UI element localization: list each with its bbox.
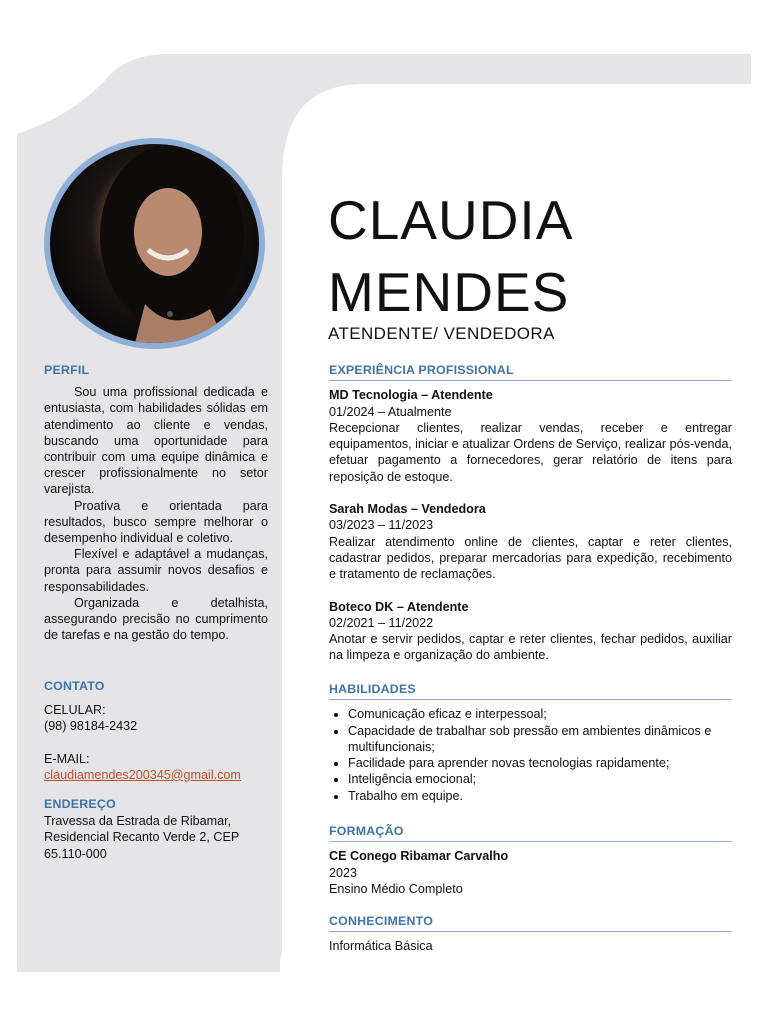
job-entry (329, 501, 732, 582)
job-period: 03/2023 – 11/2023 (329, 518, 434, 533)
address-line: Travessa da Estrada de Ribamar, (44, 814, 232, 829)
education-section (329, 823, 732, 897)
job-period: 01/2024 – Atualmente (329, 404, 452, 419)
skill-item: • Inteligência emocional; (348, 771, 732, 787)
skill-item: • Trabalho em equipe. (348, 788, 732, 804)
knowledge-section (329, 913, 732, 955)
skills-list (329, 706, 732, 804)
job-description: Anotar e servir pedidos, captar e reter clientes, fechar pedidos, auxiliar na limpeza e organização do ambiente. (329, 632, 732, 663)
profile-paragraph: Proativa e orientada para resultados, busco sempre melhorar o desempenho individual e coletivo. (44, 498, 268, 546)
profile-paragraph: Flexível e adaptável a mudanças, pronta para assumir novos desafios e responsabilidades. (44, 547, 268, 594)
job-description: Realizar atendimento online de clientes, captar e reter clientes, cadastrar pedidos, preparar mercadorias para expedição, recebimento e tratamento de reclamações. (329, 534, 732, 582)
graduation-year: 2023 (329, 865, 358, 880)
job-description: Recepcionar clientes, realizar vendas, receber e entregar equipamentos, iniciar e atualizar Ordens de Serviço, realizar pós-venda, efetuar pagamento a fornecedores, gerar relatório de itens para reposição de estoque. (329, 420, 732, 484)
skill-item: • Facilidade para aprender novas tecnologias rapidamente; (348, 755, 732, 771)
job-title: Sarah Modas – Vendedora (329, 502, 486, 517)
phone-number: (98) 98184-2432 (44, 719, 138, 734)
contact-heading: CONTATO (44, 679, 105, 693)
job-role: ATENDENTE/ VENDEDORA (328, 324, 555, 343)
portrait-illustration (50, 144, 259, 343)
education-level: Ensino Médio Completo (329, 881, 463, 896)
skills-heading: HABILIDADES (329, 681, 732, 700)
skill-item: • Comunicação eficaz e interpessoal; (348, 706, 732, 722)
job-title: Boteco DK – Atendente (329, 599, 469, 614)
address-line: 65.110-000 (44, 846, 107, 861)
job-entry (329, 599, 732, 664)
skills-section (329, 681, 732, 804)
address-heading: ENDEREÇO (44, 797, 116, 811)
skill-item: • Capacidade de trabalhar sob pressão em ambientes dinâmicos e multifuncionais; (348, 723, 732, 756)
job-period: 02/2021 – 11/2022 (329, 615, 434, 630)
profile-text (44, 384, 268, 643)
experience-heading: EXPERIÊNCIA PROFISSIONAL (329, 362, 732, 381)
address-section (44, 796, 268, 862)
email-link[interactable]: claudiamendes200345@gmail.com (44, 767, 241, 782)
phone-label: CELULAR: (44, 703, 106, 718)
profile-paragraph: Sou uma profissional dedicada e entusiasta, com habilidades sólidas em atendimento ao cliente e vendas, buscando uma oportunidade para contribuir com uma equipe dinâmica e crescer profissionalmente no setor varejista. (44, 385, 268, 497)
candidate-name (328, 184, 573, 328)
profile-paragraph: Organizada e detalhista, assegurando precisão no cumprimento de tarefas e na gestão do tempo. (44, 595, 268, 643)
profile-section (44, 362, 268, 643)
education-heading: FORMAÇÃO (329, 823, 732, 842)
knowledge-heading: CONHECIMENTO (329, 913, 732, 932)
email-label: E-MAIL: (44, 751, 90, 766)
address-line: Residencial Recanto Verde 2, CEP (44, 830, 240, 845)
job-title: MD Tecnologia – Atendente (329, 388, 493, 403)
last-name: MENDES (328, 261, 570, 323)
contact-section (44, 678, 268, 783)
first-name: CLAUDIA (328, 189, 574, 251)
profile-heading: PERFIL (44, 363, 90, 377)
job-entry (329, 387, 732, 485)
school-name: CE Conego Ribamar Carvalho (329, 849, 509, 864)
knowledge-item: Informática Básica (329, 939, 433, 954)
profile-photo (50, 144, 259, 343)
experience-section (329, 362, 732, 680)
